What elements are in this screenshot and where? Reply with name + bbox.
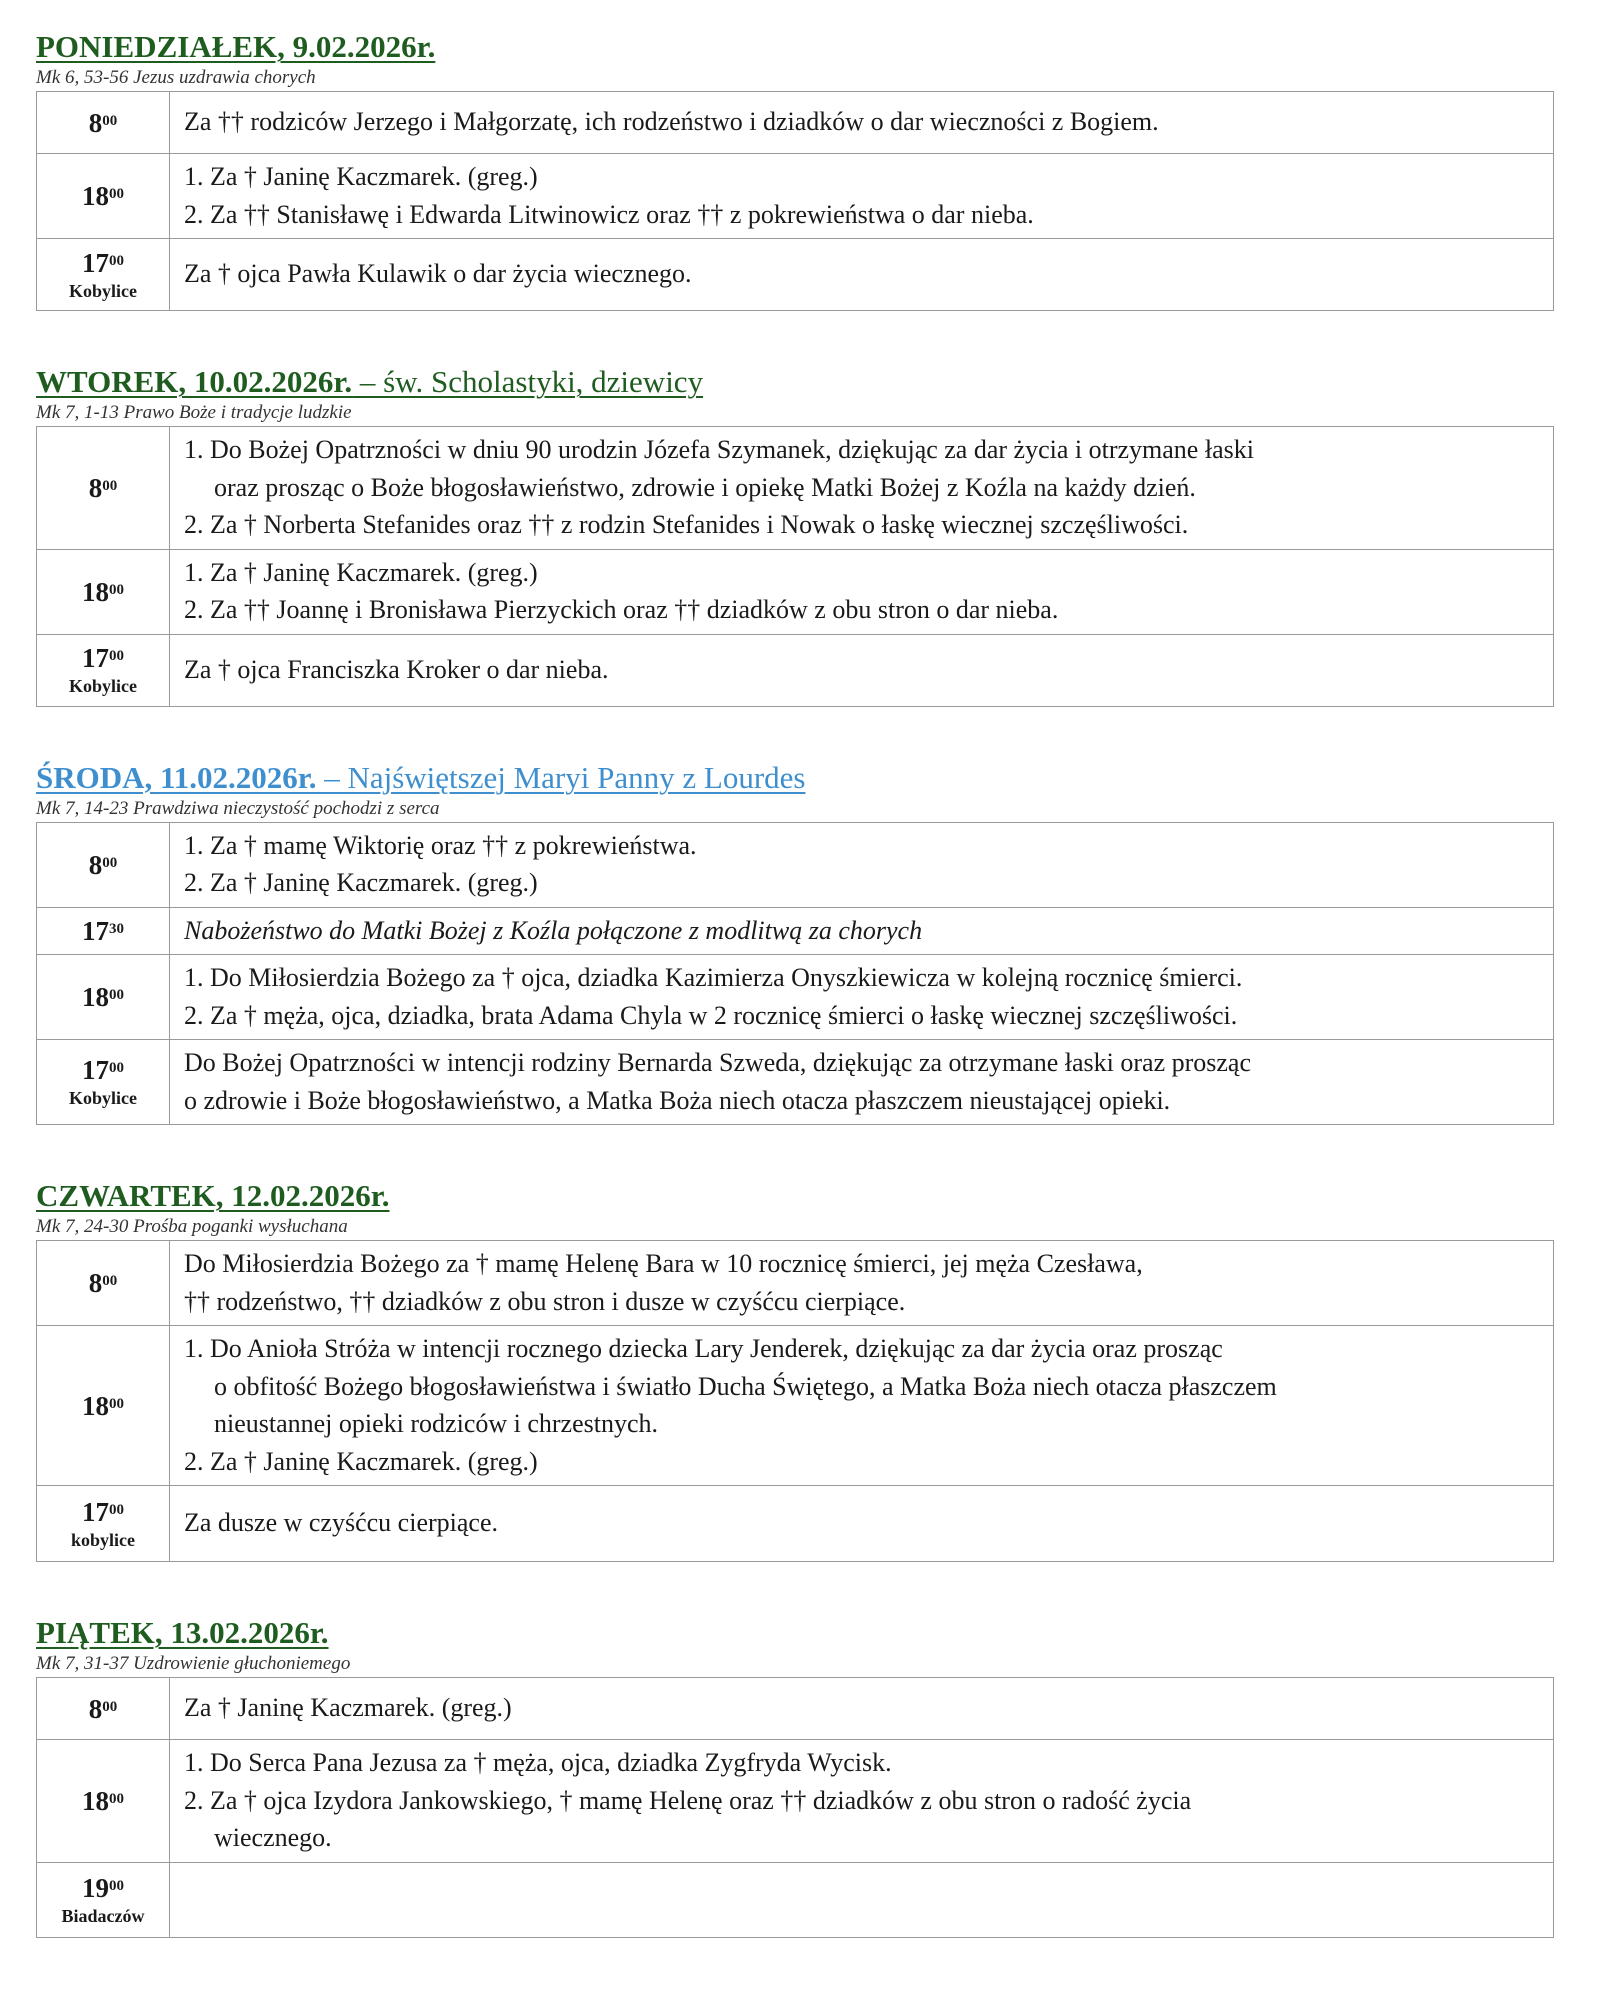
mass-row <box>37 1326 1554 1486</box>
mass-schedule <box>36 28 1554 1990</box>
gospel-reading: Mk 7, 24-30 Prośba poganki wysłuchana <box>36 1216 348 1237</box>
intention-line: 1. Do Serca Pana Jezusa za † męża, ojca, dziadka Zygfryda Wycisk. <box>184 1748 892 1777</box>
minutes: 00 <box>109 648 124 664</box>
intentions-table <box>36 91 1554 311</box>
hour: 8 <box>88 849 103 880</box>
minutes: 30 <box>109 920 124 937</box>
minutes: 00 <box>109 581 124 598</box>
mass-row <box>37 1678 1554 1740</box>
minutes: 00 <box>109 1790 124 1807</box>
mass-row <box>37 1486 1554 1562</box>
day-heading <box>36 363 1554 401</box>
minutes: 00 <box>102 854 118 871</box>
hour: 18 <box>82 1785 109 1816</box>
intention-line: Za † Janinę Kaczmarek. (greg.) <box>184 1693 512 1723</box>
hour: 8 <box>88 1693 103 1724</box>
mass-time <box>37 92 170 154</box>
hour: 18 <box>82 576 109 607</box>
day-date: WTOREK, 10.02.2026r. <box>36 364 353 399</box>
mass-row <box>37 634 1554 706</box>
gospel-reading: Mk 7, 1-13 Prawo Boże i tradycje ludzkie <box>36 402 352 423</box>
hour: 17 <box>82 915 109 946</box>
mass-location: Biadaczów <box>61 1905 145 1926</box>
hour: 17 <box>82 1055 109 1085</box>
mass-time <box>37 822 170 907</box>
mass-time <box>37 907 170 955</box>
mass-location: Kobylice <box>69 1088 137 1108</box>
day-date: ŚRODA, 11.02.2026r. <box>36 759 317 795</box>
intention-line: Za † ojca Pawła Kulawik o dar życia wiecznego. <box>184 259 692 289</box>
intention-line: 1. Za † Janinę Kaczmarek. (greg.) <box>184 162 538 191</box>
mass-intention <box>170 549 1554 634</box>
mass-intention <box>170 822 1554 907</box>
mass-row <box>37 1740 1554 1863</box>
mass-location: kobylice <box>70 1529 135 1550</box>
mass-intention <box>170 427 1554 550</box>
mass-time <box>37 549 170 634</box>
intention-line: 2. Za †† Joannę i Bronisława Pierzyckich oraz †† dziadków z obu stron o dar nieba. <box>184 595 1059 624</box>
intentions-table <box>36 426 1554 707</box>
day-feast: – Najświętszej Maryi Panny z Lourdes <box>316 759 806 795</box>
hour: 18 <box>82 181 109 211</box>
mass-time <box>37 955 170 1040</box>
mass-intention <box>170 1678 1554 1740</box>
intention-line: 2. Za † ojca Izydora Jankowskiego, † mamę Helenę oraz †† dziadków z obu stron o radość życia <box>184 1785 1192 1815</box>
intention-line: Za † ojca Franciszka Kroker o dar nieba. <box>184 654 609 684</box>
minutes: 00 <box>109 987 124 1003</box>
mass-intention <box>170 634 1554 706</box>
minutes: 00 <box>109 186 124 202</box>
minutes: 00 <box>102 112 118 129</box>
mass-intention <box>170 1241 1554 1326</box>
day-monday <box>36 28 1554 311</box>
intention-line: 2. Za † Janinę Kaczmarek. (greg.) <box>184 1446 538 1476</box>
hour: 8 <box>88 107 103 138</box>
day-heading <box>36 1177 1554 1215</box>
mass-row <box>37 907 1554 955</box>
intention-line: o zdrowie i Boże błogosławieństwo, a Matka Boża niech otacza płaszczem nieustającej opieki. <box>184 1085 1171 1115</box>
mass-row <box>37 239 1554 311</box>
intention-line: 2. Za † Janinę Kaczmarek. (greg.) <box>184 868 538 897</box>
hour: 17 <box>82 247 109 278</box>
intention-line: 2. Za † męża, ojca, dziadka, brata Adama Chyla w 2 rocznicę śmierci o łaskę wiecznej szczęśliwości. <box>184 1000 1238 1030</box>
mass-intention <box>170 154 1554 239</box>
intentions-table <box>36 822 1554 1126</box>
hour: 8 <box>88 472 103 503</box>
intention-line: Do Bożej Opatrzności w intencji rodziny Bernarda Szweda, dziękując za otrzymane łaski oraz prosząc <box>184 1048 1252 1077</box>
minutes: 00 <box>102 477 118 494</box>
intentions-table <box>36 1677 1554 1938</box>
intention-line: Do Miłosierdzia Bożego za † mamę Helenę Bara w 10 rocznicę śmierci, jej męża Czesława, <box>184 1249 1143 1278</box>
hour: 18 <box>82 982 109 1012</box>
gospel-reading: Mk 7, 14-23 Prawdziwa nieczystość pochodzi z serca <box>36 797 440 819</box>
mass-intention <box>170 1740 1554 1863</box>
day-friday <box>36 1614 1554 1938</box>
minutes: 00 <box>109 1501 124 1518</box>
day-feast: – św. Scholastyki, dziewicy <box>352 364 704 399</box>
intention-line: Za dusze w czyśćcu cierpiące. <box>184 1508 498 1538</box>
mass-row <box>37 1241 1554 1326</box>
minutes: 00 <box>102 1273 118 1289</box>
intention-line: nieustannej opieki rodziców i chrzestnych. <box>214 1409 659 1438</box>
mass-time <box>37 239 170 311</box>
mass-intention <box>170 239 1554 311</box>
minutes: 00 <box>109 1395 124 1412</box>
mass-intention <box>170 1326 1554 1486</box>
gospel-reading: Mk 7, 31-37 Uzdrowienie głuchoniemego <box>36 1653 351 1674</box>
hour: 17 <box>82 1496 109 1527</box>
intention-line: 1. Za † Janinę Kaczmarek. (greg.) <box>184 557 538 587</box>
minutes: 00 <box>109 252 124 269</box>
intention-line: wiecznego. <box>214 1823 332 1852</box>
intention-line: Za †† rodziców Jerzego i Małgorzatę, ich rodzeństwo i dziadków o dar wieczności z Bogiem. <box>184 107 1159 137</box>
mass-row <box>37 549 1554 634</box>
mass-intention <box>170 1040 1554 1125</box>
mass-intention <box>170 1862 1554 1937</box>
mass-location: Kobylice <box>69 676 137 696</box>
mass-time <box>37 1326 170 1486</box>
day-heading <box>36 28 1554 66</box>
mass-row <box>37 427 1554 550</box>
mass-intention <box>170 1486 1554 1562</box>
day-heading <box>36 1614 1554 1652</box>
hour: 19 <box>82 1872 109 1903</box>
day-thursday <box>36 1177 1554 1562</box>
mass-row <box>37 1040 1554 1125</box>
mass-intention <box>170 92 1554 154</box>
mass-time <box>37 1241 170 1326</box>
intention-line: 2. Za †† Stanisławę i Edwarda Litwinowicz oraz †† z pokrewieństwa o dar nieba. <box>184 199 1034 229</box>
mass-time <box>37 1678 170 1740</box>
mass-time <box>37 1486 170 1562</box>
mass-row <box>37 92 1554 154</box>
day-date: PIĄTEK, 13.02.2026r. <box>36 1615 329 1650</box>
intention-line: oraz prosząc o Boże błogosławieństwo, zdrowie i opiekę Matki Bożej z Koźla na każdy dzień. <box>214 472 1196 502</box>
mass-row <box>37 822 1554 907</box>
mass-time <box>37 1740 170 1863</box>
minutes: 00 <box>109 1877 124 1894</box>
intention-line: 1. Do Bożej Opatrzności w dniu 90 urodzin Józefa Szymanek, dziękując za dar życia i otrzymane łaski <box>184 435 1254 464</box>
intention-line: †† rodzeństwo, †† dziadków z obu stron i dusze w czyśćcu cierpiące. <box>184 1286 906 1316</box>
minutes: 00 <box>102 1698 118 1715</box>
mass-intention <box>170 907 1554 955</box>
day-heading <box>36 759 1554 797</box>
mass-time <box>37 634 170 706</box>
day-date: CZWARTEK, 12.02.2026r. <box>36 1178 390 1213</box>
intention-line: 1. Do Anioła Stróża w intencji rocznego dziecka Lary Jenderek, dziękując za dar życia oraz prosząc <box>184 1334 1223 1363</box>
mass-row <box>37 1862 1554 1937</box>
intention-line: o obfitość Bożego błogosławieństwa i światło Ducha Świętego, a Matka Boża niech otacza płaszczem <box>214 1371 1277 1401</box>
minutes: 00 <box>109 1060 124 1076</box>
day-tuesday <box>36 363 1554 707</box>
mass-location: Kobylice <box>69 280 137 301</box>
intention-line: Nabożeństwo do Matki Bożej z Koźla połączone z modlitwą za chorych <box>184 915 923 945</box>
hour: 17 <box>82 643 109 673</box>
mass-time <box>37 154 170 239</box>
mass-time <box>37 427 170 550</box>
day-wednesday <box>36 759 1554 1126</box>
hour: 8 <box>88 1268 103 1298</box>
intention-line: 1. Do Miłosierdzia Bożego za † ojca, dziadka Kazimierza Onyszkiewicza w kolejną rocznicę śmierci. <box>184 963 1243 992</box>
intention-line: 2. Za † Norberta Stefanides oraz †† z rodzin Stefanides i Nowak o łaskę wiecznej szczęśliwości. <box>184 510 1189 539</box>
gospel-reading: Mk 6, 53-56 Jezus uzdrawia chorych <box>36 67 316 88</box>
mass-time <box>37 1862 170 1937</box>
mass-time <box>37 1040 170 1125</box>
intention-line: 1. Za † mamę Wiktorię oraz †† z pokrewieństwa. <box>184 830 697 860</box>
mass-row <box>37 154 1554 239</box>
hour: 18 <box>82 1390 109 1421</box>
day-date: PONIEDZIAŁEK, 9.02.2026r. <box>36 29 436 64</box>
mass-row <box>37 955 1554 1040</box>
intentions-table <box>36 1240 1554 1562</box>
mass-intention <box>170 955 1554 1040</box>
